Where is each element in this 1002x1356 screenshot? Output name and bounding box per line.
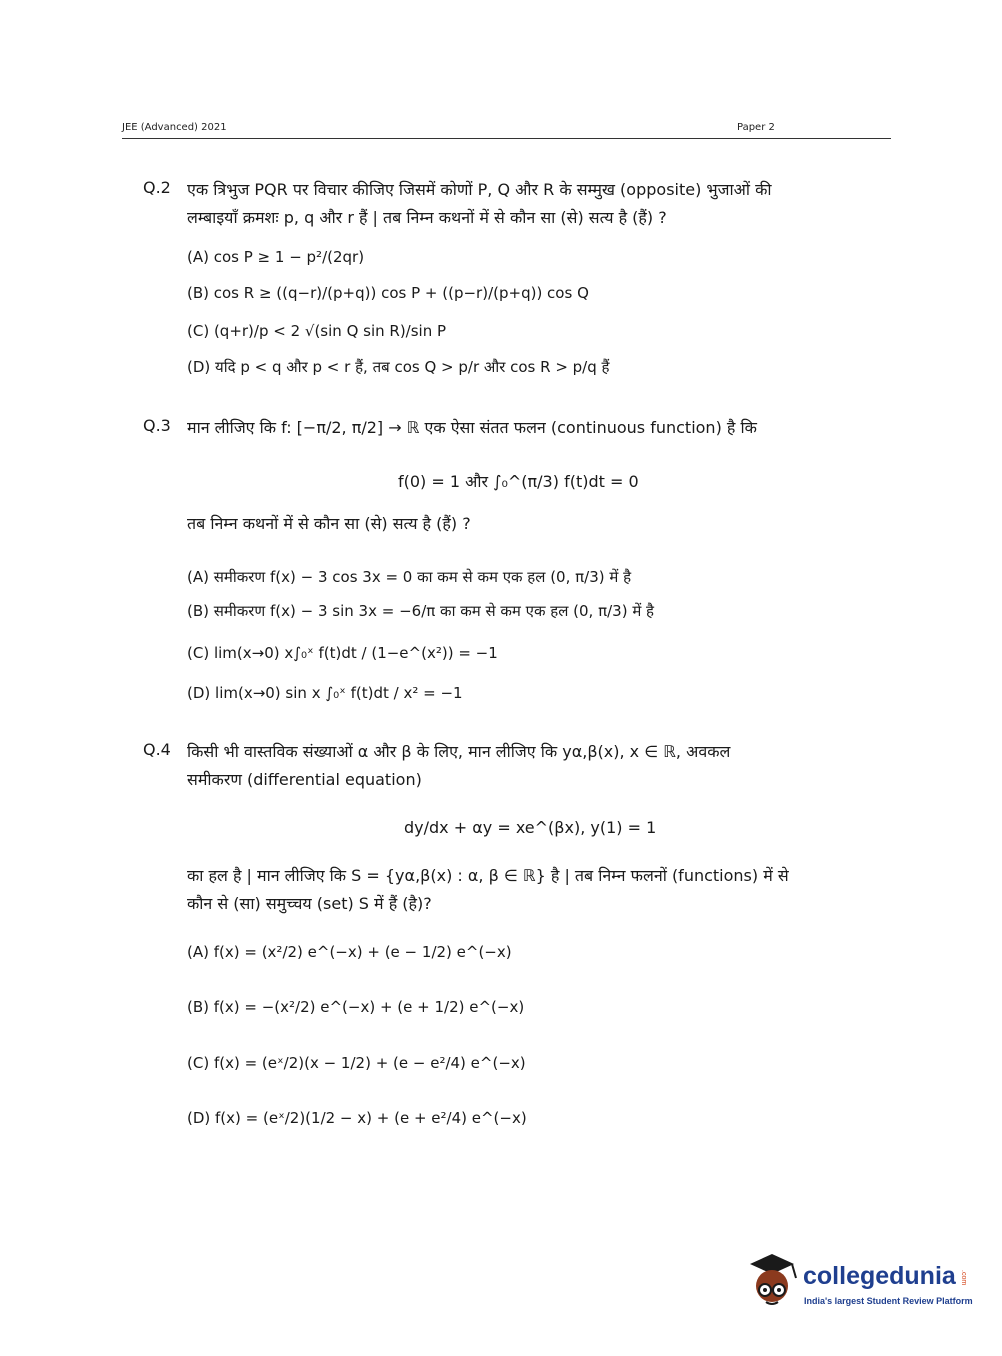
brand-tagline: India's largest Student Review Platform [804,1296,973,1306]
question-number: Q.4 [143,740,171,759]
question-number: Q.2 [143,178,171,197]
option-b: (B) f(x) = −(x²/2) e^(−x) + (e + 1/2) e^(−x) [187,998,525,1016]
option-c: (C) lim(x→0) x∫₀ˣ f(t)dt / (1−e^(x²)) = −1 [187,644,498,662]
option-b: (B) समीकरण f(x) − 3 sin 3x = −6/π का कम से कम एक हल (0, π/3) में है [187,602,655,620]
paper-label: Paper 2 [737,122,775,133]
question-text: मान लीजिए कि f: [−π/2, π/2] → ℝ एक ऐसा संतत फलन (continuous function) है कि [187,418,757,437]
collegedunia-logo [742,1250,972,1320]
option-a: (A) समीकरण f(x) − 3 cos 3x = 0 का कम से कम एक हल (0, π/3) में है [187,568,632,586]
option-c: (C) (q+r)/p < 2 √(sin Q sin R)/sin P [187,322,447,340]
question-line: किसी भी वास्तविक संख्याओं α और β के लिए, मान लीजिए कि yα,β(x), x ∈ ℝ, अवकल [187,742,731,761]
question-text [187,176,847,232]
question-line: समीकरण (differential equation) [187,770,422,789]
option-d: (D) यदि p < q और p < r हैं, तब cos Q > p/r और cos R > p/q हैं [187,358,610,376]
exam-title: JEE (Advanced) 2021 [122,122,227,133]
question-text [187,862,847,918]
question-line: कौन से (सा) समुच्चय (set) S में हैं (है)? [187,894,432,913]
question-line: लम्बाइयाँ क्रमशः p, q और r हैं | तब निम्न कथनों में से कौन सा (से) सत्य है (हैं) ? [187,208,667,227]
question-text: तब निम्न कथनों में से कौन सा (से) सत्य है (हैं) ? [187,514,471,533]
page-header [122,122,891,139]
equation: dy/dx + αy = xe^(βx), y(1) = 1 [404,818,657,837]
option-d: (D) lim(x→0) sin x ∫₀ˣ f(t)dt / x² = −1 [187,684,463,702]
option-b: (B) cos R ≥ ((q−r)/(p+q)) cos P + ((p−r)/(p+q)) cos Q [187,284,589,302]
equation: f(0) = 1 और ∫₀^(π/3) f(t)dt = 0 [398,472,639,491]
question-line: का हल है | मान लीजिए कि S = {yα,β(x) : α, β ∈ ℝ} है | तब निम्न फलनों (functions) में से [187,866,789,885]
brand-name: collegedunia [803,1262,956,1290]
brand-suffix: .com [960,1270,967,1286]
option-c: (C) f(x) = (eˣ/2)(x − 1/2) + (e − e²/4) e^(−x) [187,1054,526,1072]
option-a: (A) f(x) = (x²/2) e^(−x) + (e − 1/2) e^(−x) [187,943,512,961]
mascot-icon [742,1250,802,1314]
question-text [187,738,847,794]
option-a: (A) cos P ≥ 1 − p²/(2qr) [187,248,365,266]
question-number: Q.3 [143,416,171,435]
option-d: (D) f(x) = (eˣ/2)(1/2 − x) + (e + e²/4) e^(−x) [187,1109,527,1127]
question-line: एक त्रिभुज PQR पर विचार कीजिए जिसमें कोणों P, Q और R के सम्मुख (opposite) भुजाओं की [187,180,772,199]
